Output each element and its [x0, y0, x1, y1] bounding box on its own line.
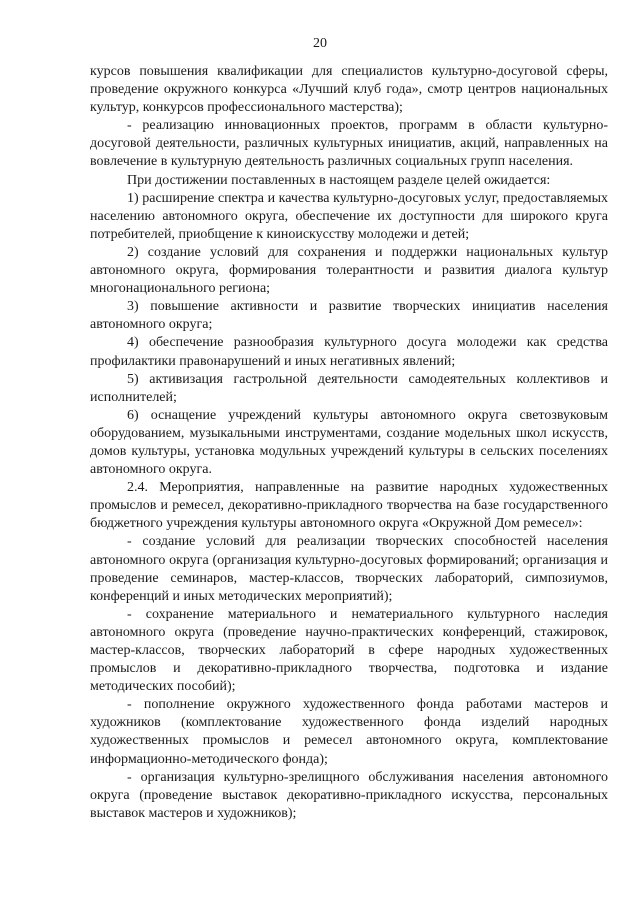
paragraph-6: 3) повышение активности и развитие творческих инициатив населения автономного округа; — [90, 299, 608, 333]
paragraph-4: 1) расширение спектра и качества культурно-досуговых услуг, предоставляемых населению автономного округа, обеспечение их доступности для широкого круга потребителей, приобщение к киноискусству молодежи и детей; — [90, 190, 608, 242]
paragraph-5: 2) создание условий для сохранения и поддержки национальных культур автономного округа, формирования толерантности и развития диалога культур многонационального региона; — [90, 244, 608, 297]
document-body — [90, 63, 608, 823]
paragraph-2: - реализацию инновационных проектов, программ в области культурно-досуговой деятельности, различных культурных инициатив, акций, направленных на вовлечение в культурную деятельность различных социальных групп населения. — [90, 118, 608, 170]
paragraph-1: курсов повышения квалификации для специалистов культурно-досуговой сферы, проведение окружного конкурса «Лучший клуб года», смотр центров национальных культур, конкурсов профессионального мастерства); — [90, 64, 608, 116]
paragraph-3: При достижении поставленных в настоящем разделе целей ожидается: — [127, 172, 551, 188]
paragraph-13: - пополнение окружного художественного фонда работами мастеров и художников (комплектование художественного фонда изделий народных художественных промыслов и ремесел автономного округа, комплектование информационно-методического фонда); — [90, 697, 608, 767]
paragraph-9: 6) оснащение учреждений культуры автономного округа светозвуковым оборудованием, музыкальными инструментами, создание модельных школ искусств, домов культуры, установка модульных учреждений культуры в сельских поселениях автономного округа. — [90, 407, 608, 478]
paragraph-12: - сохранение материального и нематериального культурного наследия автономного округа (проведение научно-практических конференций, стажировок, мастер-классов, творческих лабораторий в сфере народных художественных промыслов и декоративно-прикладного творчества, подготовка и издание методических пособий); — [90, 606, 608, 695]
page-number: 20 — [313, 36, 327, 51]
paragraph-8: 5) активизация гастрольной деятельности самодеятельных коллективов и исполнителей; — [90, 371, 608, 405]
paragraph-10: 2.4. Мероприятия, направленные на развитие народных художественных промыслов и ремесел, декоративно-прикладного творчества на базе государственного бюджетного учреждения культуры автономного округа «Окружной Дом ремесел»: — [90, 480, 608, 532]
paragraph-7: 4) обеспечение разнообразия культурного досуга молодежи как средства профилактики правонарушений и иных негативных явлений; — [90, 335, 608, 369]
paragraph-14: - организация культурно-зрелищного обслуживания населения автономного округа (проведение выставок декоративно-прикладного искусства, персональных выставок мастеров и художников); — [90, 769, 608, 821]
paragraph-11: - создание условий для реализации творческих способностей населения автономного округа (организация культурно-досуговых формирований; организация и проведение семинаров, мастер-классов, творческих лабораторий, симпозиумов, конференций и иных методических мероприятий); — [90, 534, 608, 604]
